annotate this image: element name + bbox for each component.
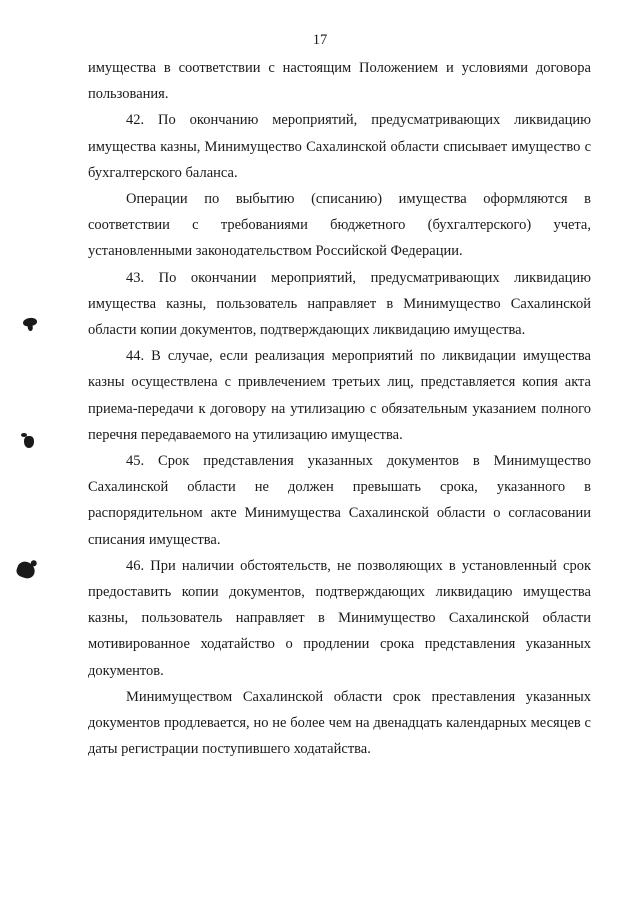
margin-ink-mark: [24, 436, 34, 448]
paragraph-extension: Минимуществом Сахалинской области срок преставления указанных документов продлевается, но не более чем на двенадцать календарных месяцев с даты регистрации поступившего ходатайства.: [88, 688, 591, 758]
paragraph-item-46: 46. При наличии обстоятельств, не позволяющих в установленный срок предоставить копии документов, подтверждающих ликвидацию имущества казны, пользователь направляет в Минимущество Сахалинской области мотивированное ходатайство о продлении срока представления указанных документов.: [88, 557, 591, 679]
paragraph-item-42: 42. По окончанию мероприятий, предусматривающих ликвидацию имущества казны, Минимущество Сахалинской области списывает имущество с бухгалтерского баланса.: [88, 112, 591, 181]
paragraph-write-off-operations: Операции по выбытию (списанию) имущества оформляются в соответствии с требованиями бюджетного (бухгалтерского) учета, установленными законодательством Российской Федерации.: [88, 191, 591, 260]
document-body: [88, 55, 591, 762]
paragraph-item-43: 43. По окончании мероприятий, предусматривающих ликвидацию имущества казны, пользователь направляет в Минимущество Сахалинской области копии документов, подтверждающих ликвидацию имущества.: [88, 269, 591, 339]
page-number: 17: [312, 32, 328, 48]
paragraph-continuation: имущества в соответствии с настоящим Положением и условиями договора пользования.: [88, 60, 591, 103]
paragraph-item-45: 45. Срок представления указанных документов в Минимущество Сахалинской области не должен превышать срока, указанного в распорядительном акте Минимущества Сахалинской области о согласовании списания имущества.: [88, 453, 591, 548]
margin-ink-mark: [23, 317, 38, 327]
paragraph-item-44: 44. В случае, если реализация мероприятий по ликвидации имущества казны осуществлена с привлечением третьих лиц, представляется копия акта приема-передачи к договору на утилизацию с обязательным указанием полного перечня передаваемого на утилизацию имущества.: [88, 348, 591, 443]
margin-ink-mark: [15, 559, 37, 580]
